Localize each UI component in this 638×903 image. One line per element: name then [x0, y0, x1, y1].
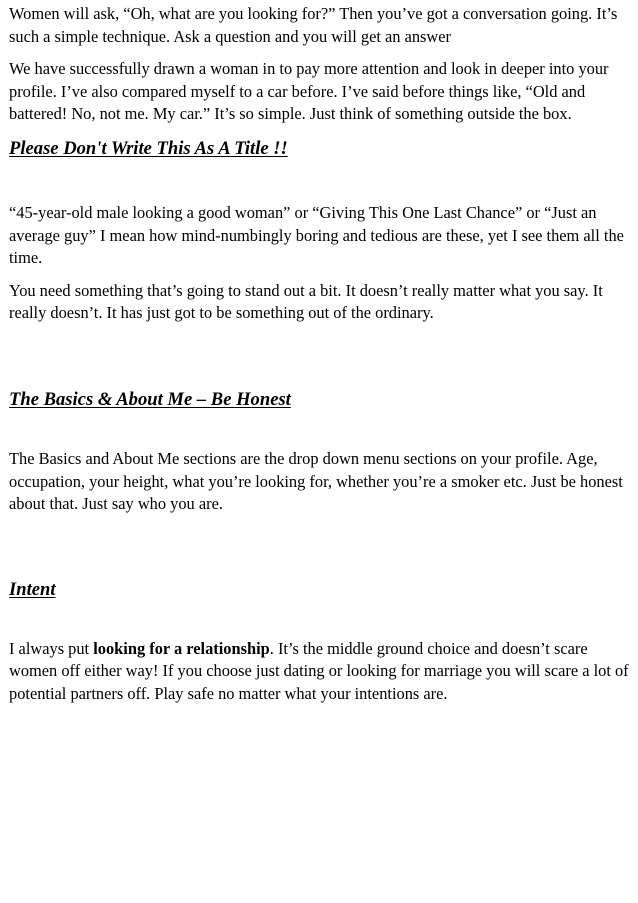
- paragraph-ask-question: Women will ask, “Oh, what are you looking for?” Then you’ve got a conversation going. It’s such a simple technique. Ask a question and you will get an answer: [9, 4, 618, 46]
- paragraph-stand-out: You need something that’s going to stand out a bit. It doesn’t really matter what you say. It really doesn’t. It has just got to be something out of the ordinary.: [9, 280, 603, 323]
- paragraph-boring-titles: “45-year-old male looking a good woman” or “Giving This One Last Chance” or “Just an average guy” I mean how mind-numbingly boring and tedious are these, yet I see them all the time.: [9, 202, 624, 268]
- paragraph-intent: [9, 638, 633, 706]
- paragraph-basics: The Basics and About Me sections are the drop down menu sections on your profile. Age, occupation, your height, what you’re looking for, whether you’re a smoker etc. Just be honest about that. Just say who you are.: [9, 448, 623, 514]
- intent-text-start: I always put: [9, 638, 94, 658]
- intent-text-end: . It’s the middle ground choice and doesn’t scare women off either way! If you choose just dating or looking for marriage you will scare a lot of potential partners off. Play safe no matter what your intentions are.: [9, 638, 629, 703]
- section-heading-title: Please Don't Write This As A Title !!: [9, 137, 288, 159]
- section-heading-intent: Intent: [9, 578, 56, 600]
- intent-emphasis: looking for a relationship: [93, 638, 270, 658]
- paragraph-car-comparison: We have successfully drawn a woman in to pay more attention and look in deeper into your profile. I’ve also compared myself to a car before. I’ve said before things like, “Old and battered! No, not me. My car.” It’s so simple. Just think of something outside the box.: [9, 59, 609, 124]
- section-heading-basics: The Basics & About Me – Be Honest: [9, 388, 291, 410]
- document-page: [9, 3, 633, 706]
